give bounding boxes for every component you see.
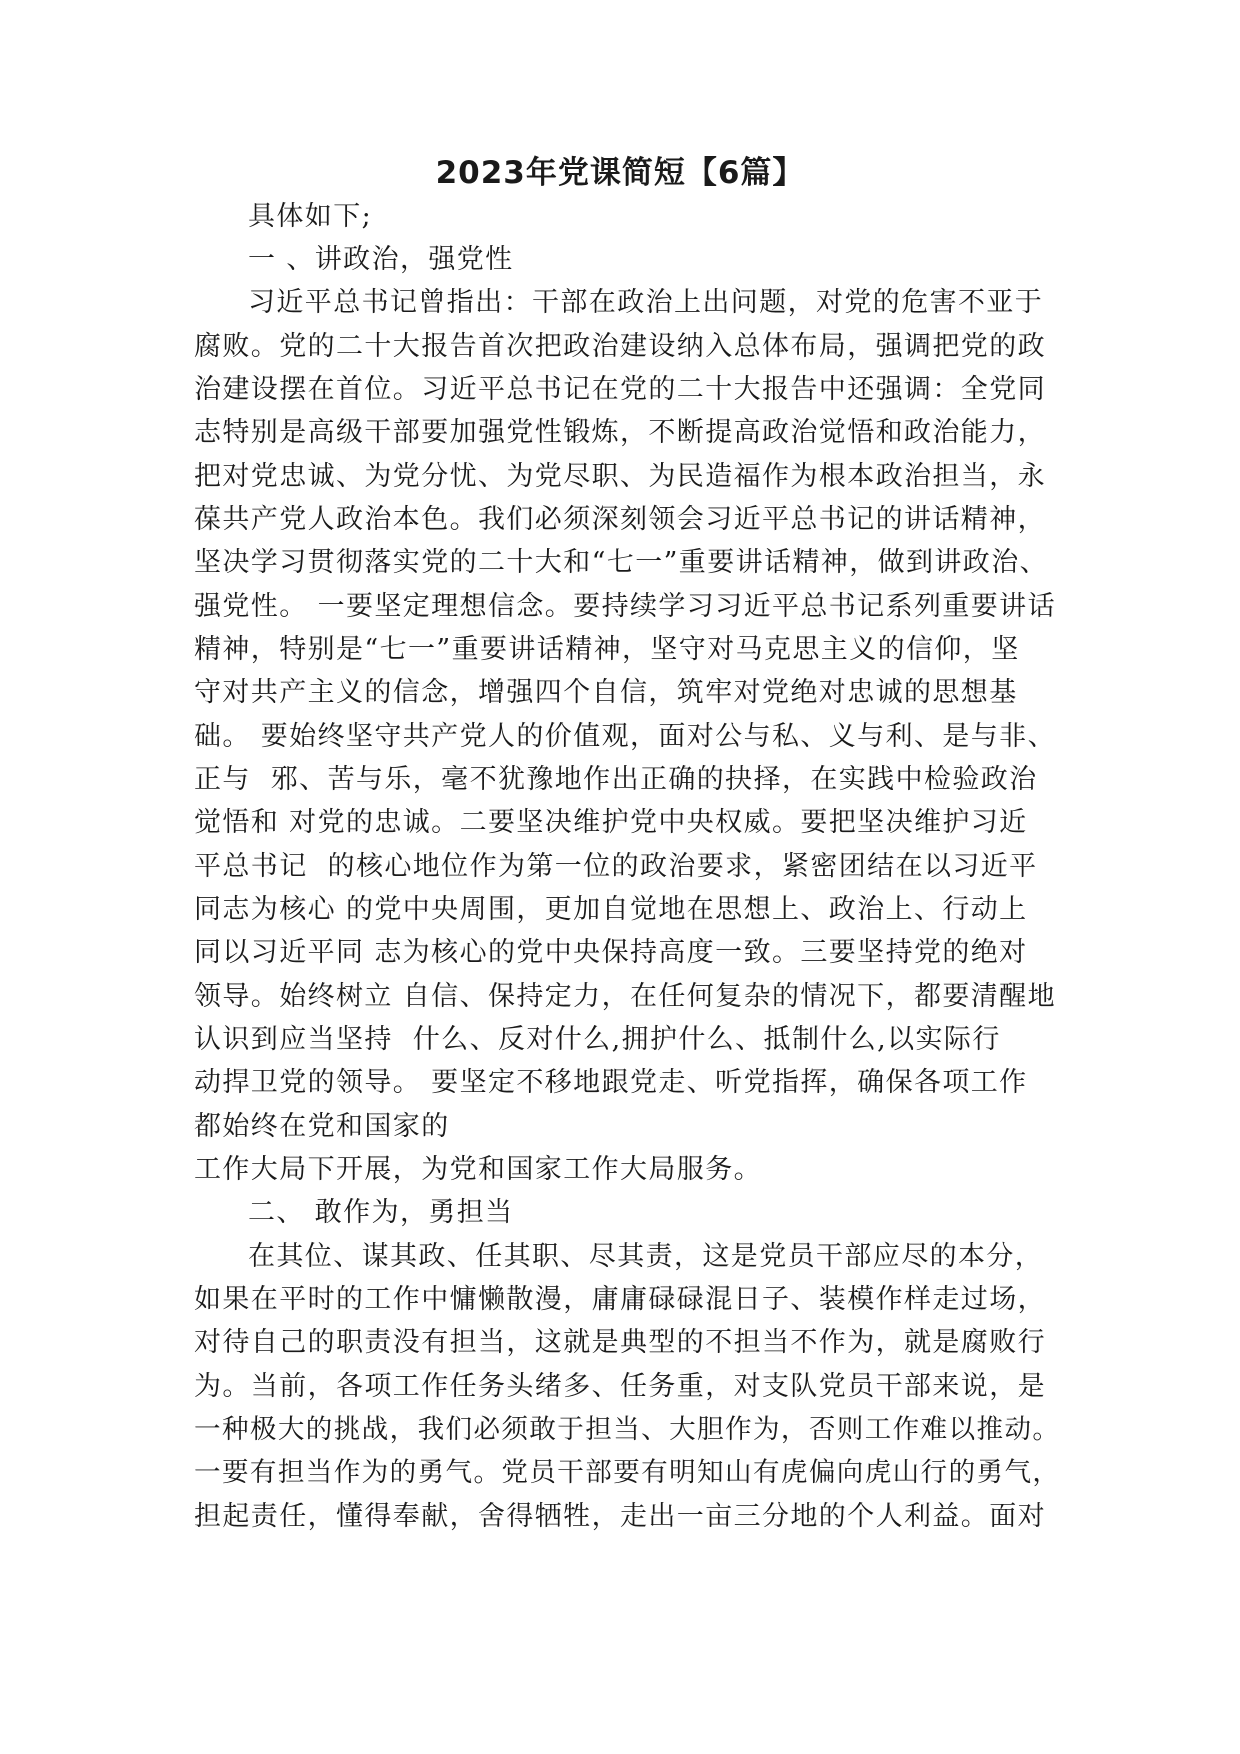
text-line: 领导。始终树立 自信、保持定力，在任何复杂的情况下，都要清醒地 — [194, 981, 1056, 1012]
text-line: 强党性。 一要坚定理想信念。要持续学习习近平总书记系列重要讲话 — [194, 591, 1056, 622]
text-line: 志特别是高级干部要加强党性锻炼，不断提高政治觉悟和政治能力， — [194, 417, 1046, 448]
text-line: 精神，特别是“七一”重要讲话精神，坚守对马克思主义的信仰，坚 — [194, 634, 1020, 665]
text-line: 习近平总书记曾指出：干部在政治上出问题，对党的危害不亚于 — [248, 287, 1044, 318]
text-line: 具体如下; — [248, 201, 373, 232]
document-title: 2023年党课简短【6篇】 — [435, 155, 805, 191]
text-line: 二、 敢作为，勇担当 — [248, 1197, 514, 1228]
text-line: 动捍卫党的领导。 要坚定不移地跟党走、听党指挥，确保各项工作 — [194, 1067, 1028, 1098]
text-line: 葆共产党人政治本色。我们必须深刻领会习近平总书记的讲话精神， — [194, 504, 1046, 535]
text-line: 正与 邪、苦与乐，毫不犹豫地作出正确的抉择，在实践中检验政治 — [194, 764, 1038, 795]
document-body — [0, 195, 1240, 1538]
text-line: 一要有担当作为的勇气。党员干部要有明知山有虎偏向虎山行的勇气， — [194, 1457, 1061, 1488]
text-line: 都始终在党和国家的 — [194, 1111, 450, 1142]
text-line: 础。 要始终坚守共产党人的价值观，面对公与私、义与利、是与非、 — [194, 721, 1056, 752]
text-line: 如果在平时的工作中慵懒散漫，庸庸碌碌混日子、装模作样走过场， — [194, 1284, 1046, 1315]
text-line: 一 、讲政治，强党性 — [248, 244, 514, 275]
text-line: 腐败。党的二十大报告首次把政治建设纳入总体布局，强调把党的政 — [194, 331, 1046, 362]
text-line: 同志为核心 的党中央周围，更加自觉地在思想上、政治上、行动上 — [194, 894, 1028, 925]
text-line: 对待自己的职责没有担当，这就是典型的不担当不作为，就是腐败行 — [194, 1327, 1046, 1358]
text-line: 坚决学习贯彻落实党的二十大和“七一”重要讲话精神，做到讲政治、 — [194, 547, 1049, 578]
text-line: 担起责任，懂得奉献，舍得牺牲，走出一亩三分地的个人利益。面对 — [194, 1501, 1046, 1532]
text-line: 把对党忠诚、为党分忧、为党尽职、为民造福作为根本政治担当，永 — [194, 461, 1046, 492]
text-line: 同以习近平同 志为核心的党中央保持高度一致。三要坚持党的绝对 — [194, 937, 1028, 968]
text-line: 为。当前，各项工作任务头绪多、任务重，对支队党员干部来说，是 — [194, 1371, 1046, 1402]
text-line: 工作大局下开展，为党和国家工作大局服务。 — [194, 1154, 762, 1185]
text-line: 守对共产主义的信念，增强四个自信，筑牢对党绝对忠诚的思想基 — [194, 677, 1018, 708]
text-line: 一种极大的挑战，我们必须敢于担当、大胆作为，否则工作难以推动。 — [194, 1414, 1061, 1445]
text-line: 认识到应当坚持 什么、反对什么,拥护什么、抵制什么,以实际行 — [194, 1024, 1001, 1055]
text-line: 治建设摆在首位。习近平总书记在党的二十大报告中还强调：全党同 — [194, 374, 1046, 405]
text-line: 在其位、谋其政、任其职、尽其责，这是党员干部应尽的本分， — [248, 1241, 1044, 1272]
text-line: 平总书记 的核心地位作为第一位的政治要求，紧密团结在以习近平 — [194, 851, 1038, 882]
text-line: 觉悟和 对党的忠诚。二要坚决维护党中央权威。要把坚决维护习近 — [194, 807, 1028, 838]
